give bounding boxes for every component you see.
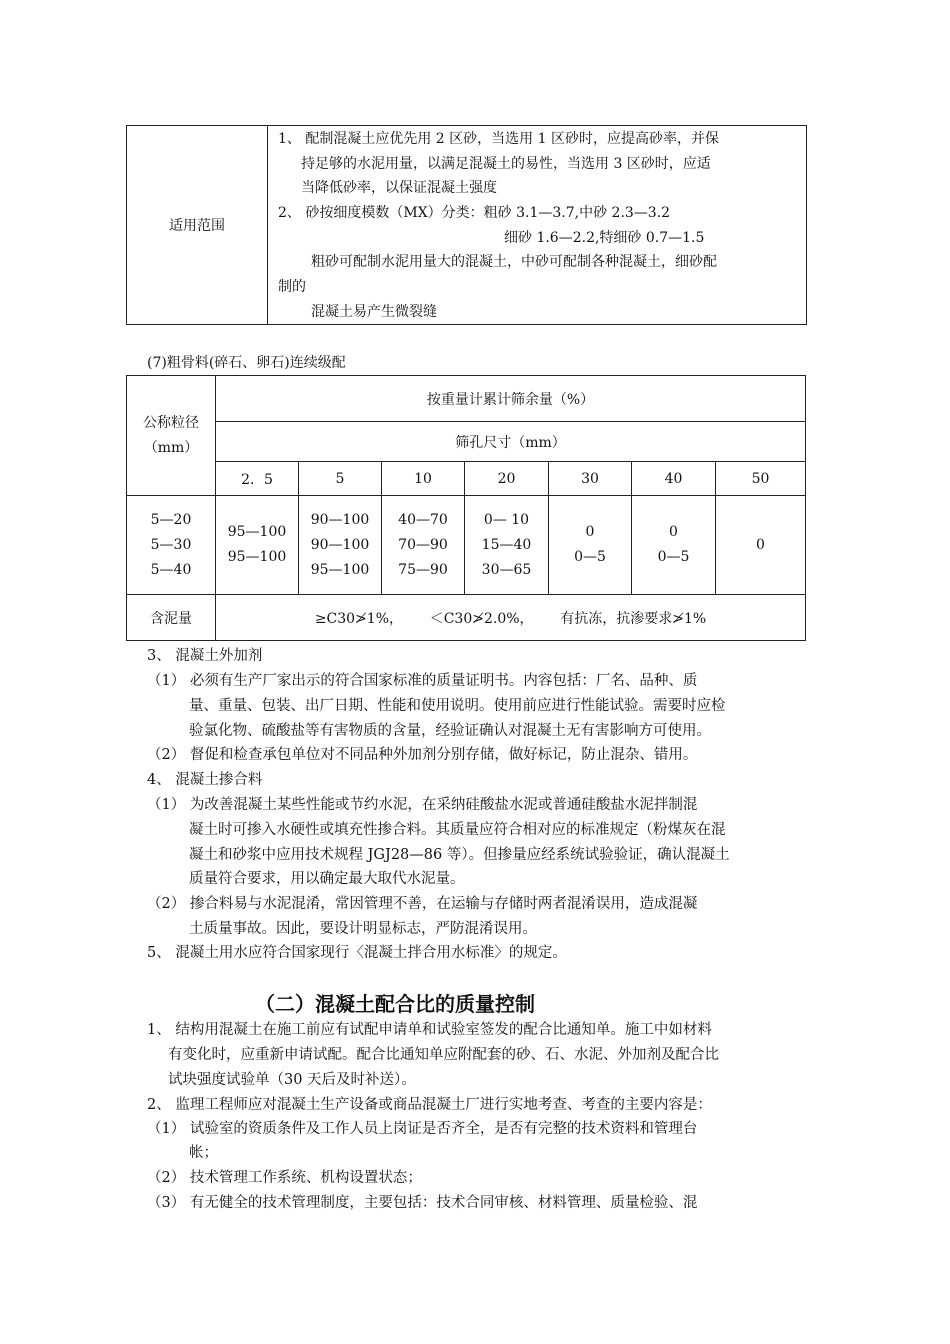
section-5: 5、 混凝土用水应符合国家现行〈混凝土拌合用水标准〉的规定。 [147, 945, 567, 961]
paragraph-line: 试块强度试验单（30 天后及时补送）。 [168, 1072, 416, 1088]
mud-content-label: 含泥量 [127, 595, 216, 641]
sieve-col: 20 [465, 462, 549, 496]
value-cell: 0— 10 15—40 30—65 [465, 496, 549, 595]
sand-usage-table [126, 125, 807, 325]
usage-line: 2、 砂按细度模数（MX）分类：粗砂 3.1—3.7,中砂 2.3—3.2 [278, 205, 671, 221]
usage-line: 制的 [278, 279, 306, 295]
usage-line: 当降低砂率，以保证混凝土强度 [301, 180, 497, 196]
paragraph-line: 土质量事故。因此，要设计明显标志，严防混淆误用。 [189, 921, 537, 937]
value-cell: 95—100 95—100 [216, 496, 299, 595]
paragraph-line: 2、 监理工程师应对混凝土生产设备或商品混凝土厂进行实地考查、考查的主要内容是： [147, 1097, 712, 1113]
sieve-size-header: 筛孔尺寸（mm） [216, 422, 806, 462]
paragraph-line: （2） 督促和检查承包单位对不同品种外加剂分别存储，做好标记，防止混杂、错用。 [147, 747, 698, 763]
mud-content-value: ≥C30≯1%， ＜C30≯2.0%， 有抗冻，抗渗要求≯1% [216, 595, 806, 641]
size-cell: 5—20 5—30 5—40 [127, 496, 216, 595]
usage-line: 1、 配制混凝土应优先用 2 区砂，当选用 1 区砂时，应提高砂率，并保 [278, 131, 719, 147]
sieve-col: 50 [716, 462, 806, 496]
paragraph-line: 质量符合要求，用以确定最大取代水泥量。 [189, 871, 465, 887]
value-cell: 0 0—5 [549, 496, 632, 595]
nominal-size-header: 公称粒径 （mm） [127, 376, 216, 496]
value-cell: 0 [716, 496, 806, 595]
paragraph-line: （1） 必须有生产厂家出示的符合国家标准的质量证明书。内容包括：厂名、品种、质 [147, 673, 698, 689]
sieve-col: 10 [382, 462, 465, 496]
sieve-col: 2．5 [216, 462, 299, 496]
value-cell: 90—100 90—100 95—100 [299, 496, 382, 595]
paragraph-line: 1、 结构用混凝土在施工前应有试配申请单和试验室签发的配合比通知单。施工中如材料 [147, 1022, 712, 1038]
usage-line: 粗砂可配制水泥用量大的混凝土，中砂可配制各种混凝土，细砂配 [311, 254, 717, 270]
paragraph-line: （1） 为改善混凝土某些性能或节约水泥，在采纳硅酸盐水泥或普通硅酸盐水泥拌制混 [147, 797, 698, 813]
paragraph-line: 帐； [189, 1145, 218, 1161]
usage-range-label: 适用范围 [127, 126, 268, 325]
section-3-title: 3、 混凝土外加剂 [147, 648, 263, 664]
paragraph-line: 验氯化物、硫酸盐等有害物质的含量，经验证确认对混凝土无有害影响方可使用。 [189, 723, 711, 739]
sieve-col: 30 [549, 462, 632, 496]
paragraph-line: （1） 试验室的资质条件及工作人员上岗证是否齐全，是否有完整的技术资料和管理台 [147, 1121, 698, 1137]
value-cell: 40—70 70—90 75—90 [382, 496, 465, 595]
paragraph-line: （2） 掺合料易与水泥混淆，常因管理不善，在运输与存储时两者混淆误用，造成混凝 [147, 896, 698, 912]
value-cell: 0 0—5 [632, 496, 716, 595]
sieve-col: 5 [299, 462, 382, 496]
paragraph-line: 有变化时，应重新申请试配。配合比通知单应附配套的砂、石、水泥、外加剂及配合比 [168, 1047, 719, 1063]
usage-range-content [268, 126, 807, 325]
usage-line: 细砂 1.6—2.2,特细砂 0.7—1.5 [504, 230, 705, 246]
section-4-title: 4、 混凝土掺合料 [147, 772, 263, 788]
paragraph-line: （3） 有无健全的技术管理制度，主要包括：技术合同审核、材料管理、质量检验、混 [147, 1195, 698, 1211]
paragraph-line: 凝土和砂浆中应用技术规程 JGJ28—86 等）。但掺量应经系统试验验证，确认混凝土 [189, 847, 730, 863]
paragraph-line: （2） 技术管理工作系统、机构设置状态； [147, 1170, 422, 1186]
paragraph-line: 凝土时可掺入水硬性或填充性掺合料。其质量应符合相对应的标准规定（粉煤灰在混 [189, 822, 726, 838]
usage-line: 持足够的水泥用量，以满足混凝土的易性，当选用 3 区砂时，应适 [301, 156, 711, 172]
sieve-col: 40 [632, 462, 716, 496]
aggregate-grading-table [126, 375, 806, 641]
cumulative-residue-header: 按重量计累计筛余量（%） [216, 376, 806, 422]
usage-line: 混凝土易产生微裂缝 [311, 304, 437, 320]
table2-caption: (7)粗骨料(碎石、卵石)连续级配 [147, 355, 346, 371]
paragraph-line: 量、重量、包装、出厂日期、性能和使用说明。使用前应进行性能试验。需要时应检 [189, 698, 726, 714]
section-heading: （二）混凝土配合比的质量控制 [255, 992, 535, 1016]
